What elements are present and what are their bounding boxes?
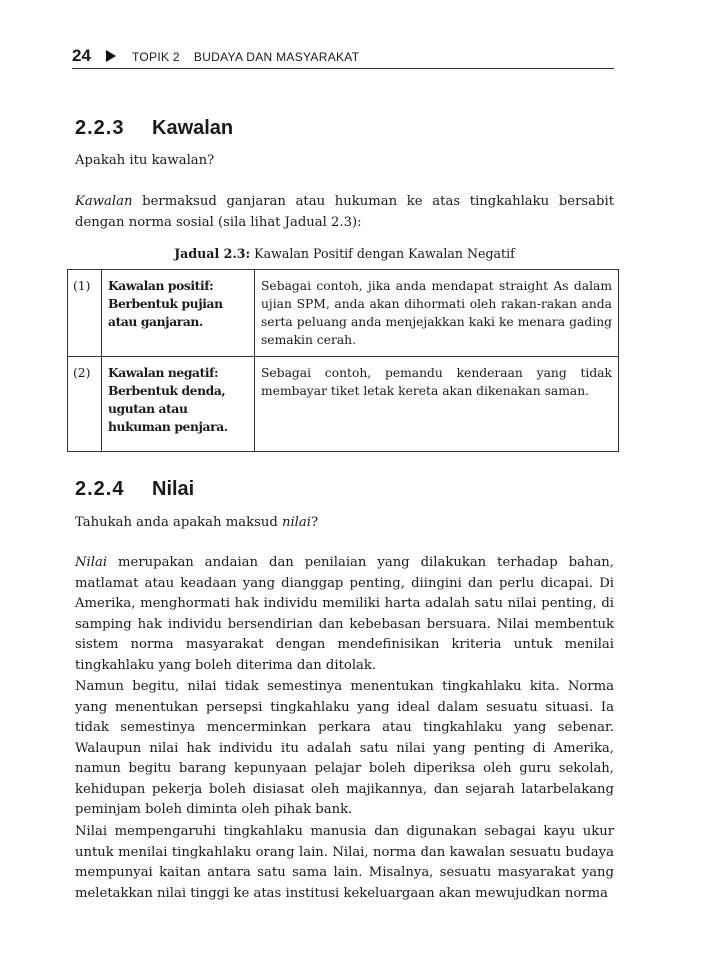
section-title: Nilai: [152, 478, 195, 500]
page-number: 24: [72, 46, 91, 65]
table-row: [68, 270, 619, 357]
section-heading-2-2-4: [75, 478, 194, 501]
definition-term: Kawalan: [75, 194, 133, 209]
table-row: [68, 357, 619, 452]
caption-text: Kawalan Positif dengan Kawalan Negatif: [250, 246, 515, 261]
nilai-paragraph-3: Nilai mempengaruhi tingkahlaku manusia dan digunakan sebagai kayu ukur untuk menilai tingkahlaku orang lain. Nilai, norma dan kawalan sesuatu budaya mempunyai kaitan antara satu sama lain. Misalnya, sesuatu masyarakat yang meletakkan nilai tinggi ke atas institusi kekeluargaan akan mewujudkan norma: [75, 824, 614, 901]
section-number: 2.2.4: [75, 478, 125, 500]
row-example: Sebagai contoh, pemandu kenderaan yang tidak membayar tiket letak kereta akan dikenakan saman.: [255, 357, 619, 452]
row-type: [102, 357, 255, 452]
question-paragraph: Apakah itu kawalan?: [75, 153, 215, 168]
row-number: (2): [68, 357, 102, 452]
nilai-text: merupakan andaian dan penilaian yang dilakukan terhadap bahan, matlamat atau keadaan yang dianggap penting, diingini dan perlu dicapai. Di Amerika, menghormati hak individu memiliki harta adalah satu nilai penting, di samping hak individu bersendirian dan kebebasan bersuara. Nilai membentuk sistem norma masyarakat dengan mendefinisikan kriteria untuk menilai tingkahlaku yang boleh diterima dan ditolak.: [75, 555, 614, 673]
type-desc: Berbentuk pujian atau ganjaran.: [108, 296, 223, 329]
type-title: Kawalan positif:: [108, 278, 214, 293]
type-title: Kawalan negatif:: [108, 365, 219, 380]
table-caption: [75, 246, 614, 261]
row-type: [102, 270, 255, 357]
kawalan-table: [67, 269, 619, 452]
nilai-term: Nilai: [75, 555, 108, 570]
type-desc: Berbentuk denda, ugutan atau hukuman penjara.: [108, 383, 228, 434]
section-title: Kawalan: [152, 117, 234, 139]
arrow-right-icon: [106, 50, 116, 62]
section-heading-2-2-3: [75, 117, 233, 140]
header-topic: TOPIK 2: [132, 50, 180, 64]
definition-paragraph: [75, 192, 614, 233]
section-number: 2.2.3: [75, 117, 125, 139]
nilai-paragraph-1: [75, 553, 614, 676]
page-header: [72, 48, 614, 69]
question-term: nilai: [281, 515, 311, 530]
nilai-paragraph-2: Namun begitu, nilai tidak semestinya menentukan tingkahlaku kita. Norma yang menentukan persepsi tingkahlaku yang ideal dalam sesuatu situasi. Ia tidak semestinya mencerminkan perkara atau tingkahlaku yang sebenar. Walaupun nilai hak individu itu adalah satu nilai yang penting di Amerika, namun begitu barang kepunyaan pelajar boleh diperiksa oleh guru sekolah, kehidupan pekerja boleh disiasat oleh majikannya, dan sejarah latarbelakang peminjam boleh diminta oleh pihak bank.: [75, 679, 614, 817]
question-post: ?: [310, 515, 319, 530]
caption-label: Jadual 2.3:: [174, 246, 251, 261]
header-title: BUDAYA DAN MASYARAKAT: [193, 50, 360, 64]
question-pre: Tahukah anda apakah maksud: [75, 515, 282, 530]
definition-text: bermaksud ganjaran atau hukuman ke atas tingkahlaku bersabit dengan norma sosial (sila lihat Jadual 2.3):: [75, 194, 614, 230]
row-number: (1): [68, 270, 102, 357]
question-paragraph: [75, 513, 614, 534]
row-example: Sebagai contoh, jika anda mendapat straight As dalam ujian SPM, anda akan dihormati oleh rakan-rakan anda serta peluang anda menjejakkan kaki ke menara gading semakin cerah.: [255, 270, 619, 357]
